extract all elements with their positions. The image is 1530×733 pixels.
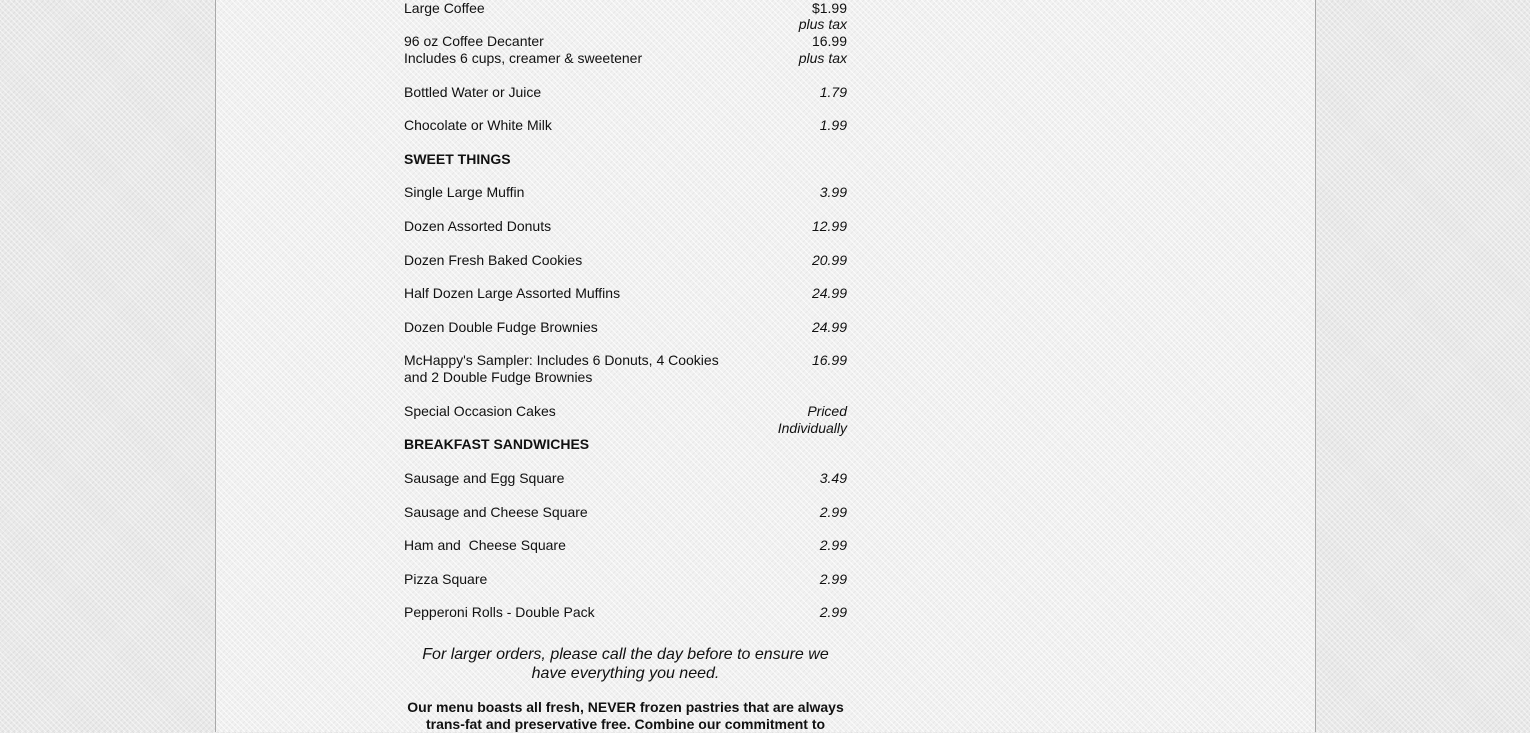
menu-item-price: $1.99 xyxy=(811,0,847,16)
menu-item-tax-note: plus tax xyxy=(798,16,847,32)
menu-item-name: Sausage and Egg Square xyxy=(404,470,565,486)
menu-item-name: Sausage and Cheese Square xyxy=(404,504,588,520)
menu-item-price: 3.99 xyxy=(819,184,847,200)
menu-item-tax-note: plus tax xyxy=(798,50,847,66)
menu-item-price: 2.99 xyxy=(819,504,847,520)
menu-item-price: 12.99 xyxy=(811,218,847,234)
menu-item-price: 2.99 xyxy=(819,537,847,553)
menu-item-name: McHappy's Sampler: Includes 6 Donuts, 4 Cookies xyxy=(404,352,719,368)
menu-item-price: 2.99 xyxy=(819,604,847,620)
fresh-pastries-note-line: Our menu boasts all fresh, NEVER frozen pastries that are always xyxy=(407,699,844,715)
menu-item-price: 24.99 xyxy=(811,285,847,301)
large-orders-note-line: have everything you need. xyxy=(531,665,720,682)
menu-item-name: Chocolate or White Milk xyxy=(404,117,552,133)
section-heading-sweet-things: SWEET THINGS xyxy=(404,151,511,167)
menu-item-name: Dozen Double Fudge Brownies xyxy=(404,319,598,335)
menu-item-price: 2.99 xyxy=(819,571,847,587)
menu-item-name: Pizza Square xyxy=(404,571,488,587)
menu-item-price: 3.49 xyxy=(819,470,847,486)
menu-item-detail: Includes 6 cups, creamer & sweetener xyxy=(404,50,643,66)
menu-item-name-continued: and 2 Double Fudge Brownies xyxy=(404,369,593,385)
menu-item-price: 16.99 xyxy=(811,33,847,49)
menu-item-price: 20.99 xyxy=(811,252,847,268)
menu-item-name: Bottled Water or Juice xyxy=(404,84,542,100)
large-orders-note-line: For larger orders, please call the day before to ensure we xyxy=(422,646,829,663)
fresh-pastries-note xyxy=(404,699,847,733)
fresh-pastries-note-line: trans-fat and preservative free. Combine our commitment to xyxy=(425,716,826,732)
menu-item-name: Ham and Cheese Square xyxy=(404,537,566,553)
menu-item-price-continued: Individually xyxy=(777,420,847,436)
menu-item-name: Single Large Muffin xyxy=(404,184,525,200)
menu-item-price: 24.99 xyxy=(811,319,847,335)
large-orders-note xyxy=(404,645,847,683)
menu-item-name: Pepperoni Rolls - Double Pack xyxy=(404,604,595,620)
menu-item-name: Special Occasion Cakes xyxy=(404,403,556,419)
menu-item-name: Half Dozen Large Assorted Muffins xyxy=(404,285,621,301)
menu-item-price: Priced xyxy=(807,403,847,419)
menu-item-name: 96 oz Coffee Decanter xyxy=(404,33,544,49)
section-heading-breakfast-sandwiches: BREAKFAST SANDWICHES xyxy=(404,436,590,452)
menu-item-name: Dozen Assorted Donuts xyxy=(404,218,552,234)
menu-item-price: 16.99 xyxy=(811,352,847,368)
menu-item-price: 1.79 xyxy=(819,84,847,100)
menu-item-price: 1.99 xyxy=(819,117,847,133)
menu-item-name: Dozen Fresh Baked Cookies xyxy=(404,252,583,268)
menu-item-name: Large Coffee xyxy=(404,0,485,16)
